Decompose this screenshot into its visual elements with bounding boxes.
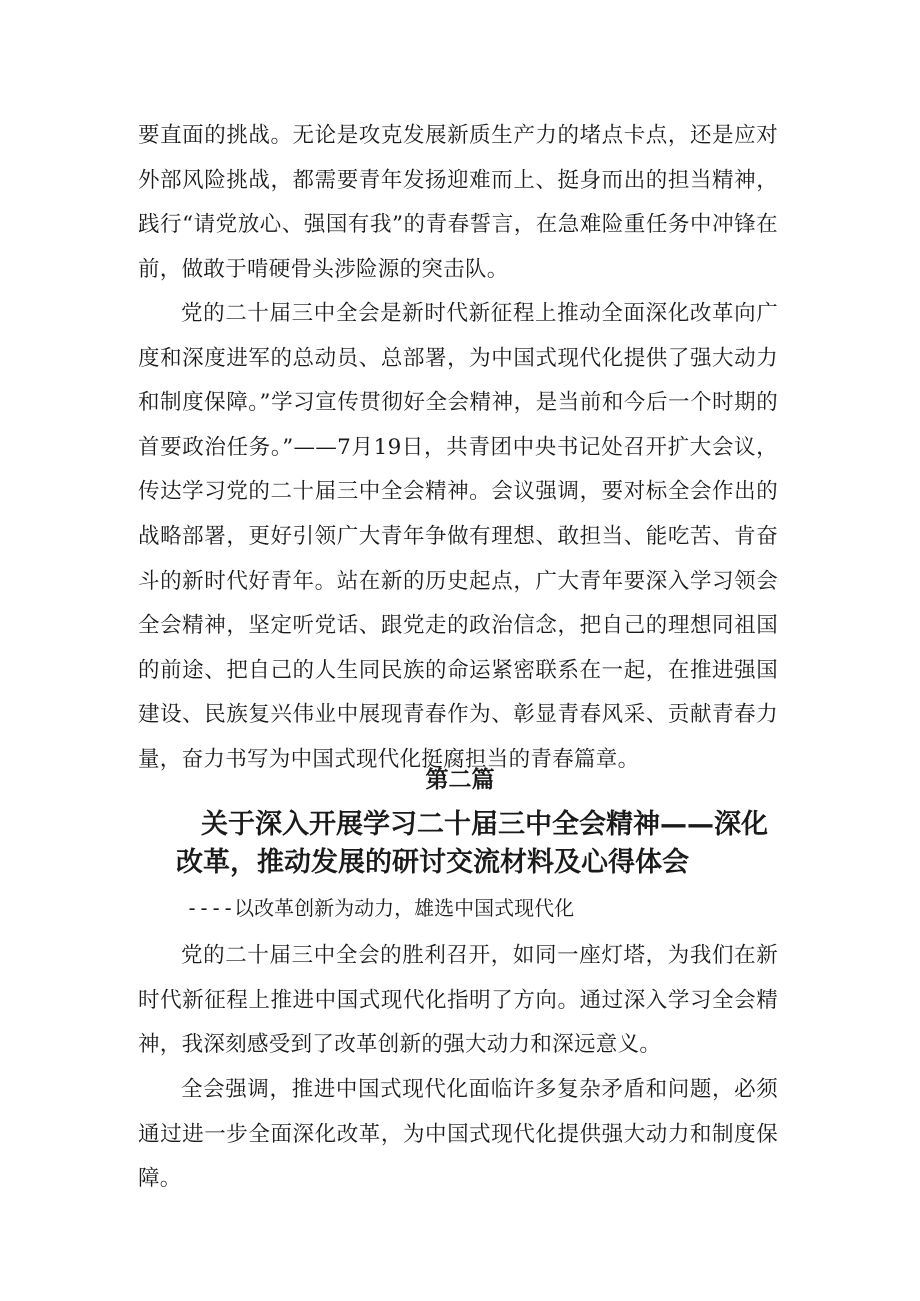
article-title-line: 改革，推动发展的研讨交流材料及心得体会: [176, 847, 689, 878]
body-paragraph: 党的二十届三中全会的胜利召开，如同一座灯塔，为我们在新时代新征程上推进中国式现代化指明了方向。通过深入学习全会精神，我深刻感受到了改革创新的强大动力和深远意义。: [138, 943, 778, 1058]
section-label: 第二篇: [425, 767, 495, 793]
article-subtitle: ----以改革创新为动力，雄选中国式现代化: [186, 896, 575, 920]
article-title-line: 关于深入开展学习二十届三中全会精神——深化: [201, 809, 768, 840]
body-paragraph: 全会强调，推进中国式现代化面临许多复杂矛盾和问题，必须通过进一步全面深化改革，为中国式现代化提供强大动力和制度保障。: [138, 1077, 778, 1192]
body-paragraph: 要直面的挑战。无论是攻克发展新质生产力的堵点卡点，还是应对外部风险挑战，都需要青年发扬迎难而上、挺身而出的担当精神，践行“请党放心、强国有我”的青春誓言，在急难险重任务中冲锋在前，做敢于啃硬骨头涉险源的突击队。: [138, 123, 778, 282]
body-paragraph: 党的二十届三中全会是新时代新征程上推动全面深化改革向广度和深度进军的总动员、总部署，为中国式现代化提供了强大动力和制度保障。”学习宣传贯彻好全会精神，是当前和今后一个时期的首要政治任务。”——7月19日，共青团中央书记处召开扩大会议，传达学习党的二十届三中全会精神。会议强调，要对标全会作出的战略部署，更好引领广大青年争做有理想、敢担当、能吃苦、肯奋斗的新时代好青年。站在新的历史起点，广大青年要深入学习领会全会精神，坚定听党话、跟党走的政治信念，把自己的理想同祖国的前途、把自己的人生同民族的命运紧密联系在一起，在推进强国建设、民族复兴伟业中展现青春作为、彰显青春风采、贡献青春力量，奋力书写为中国式现代化挺腐担当的青春篇章。: [138, 301, 778, 772]
article-title: [176, 806, 776, 882]
